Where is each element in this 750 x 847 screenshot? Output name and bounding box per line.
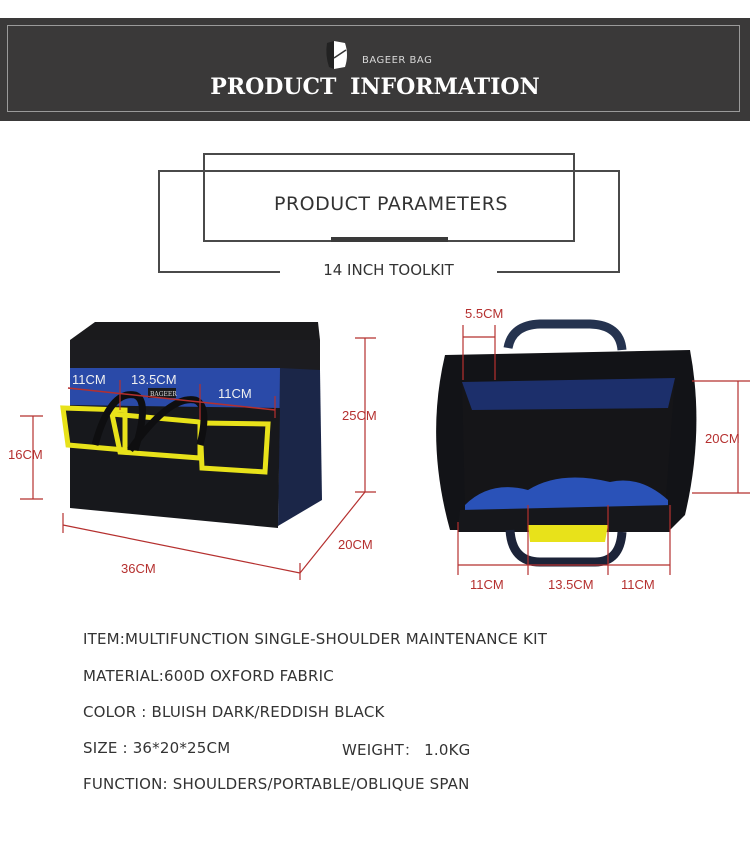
dim-top-pocket-left: 11CM: [470, 577, 504, 592]
frame-line: [618, 170, 620, 273]
spec-size: SIZE : 36*20*25CM: [83, 739, 231, 757]
dim-front-height: 25CM: [342, 408, 377, 423]
dim-front-depth: 20CM: [338, 537, 373, 552]
page-title: PRODUCT INFORMATION: [210, 74, 540, 100]
spec-item: ITEM:MULTIFUNCTION SINGLE-SHOULDER MAINTENANCE KIT: [83, 630, 548, 648]
spec-function: FUNCTION: SHOULDERS/PORTABLE/OBLIQUE SPAN: [83, 775, 470, 793]
dim-front-pocket-right: 11CM: [218, 386, 252, 401]
spec-weight: WEIGHT： 1.0KG: [342, 741, 471, 759]
dim-front-pocket-height: 16CM: [8, 447, 43, 462]
dim-top-depth: 20CM: [705, 431, 740, 446]
frame-line: [158, 271, 280, 273]
spec-material: MATERIAL:600D OXFORD FABRIC: [83, 667, 334, 685]
accent-bar: [331, 237, 448, 242]
dim-front-pocket-center: 13.5CM: [131, 372, 177, 387]
dim-top-pocket-center: 13.5CM: [548, 577, 594, 592]
bag-logo-icon: [323, 40, 351, 70]
frame-line: [158, 170, 160, 273]
brand-name: BAGEER BAG: [362, 55, 433, 66]
spec-color: COLOR : BLUISH DARK/REDDISH BLACK: [83, 703, 385, 721]
front-view-bag-image: [0, 300, 400, 600]
dim-front-length: 36CM: [121, 561, 156, 576]
header-banner: [0, 18, 750, 121]
dim-top-slot-width: 5.5CM: [465, 306, 504, 321]
dim-top-pocket-right: 11CM: [621, 577, 655, 592]
svg-text:BAGEER: BAGEER: [150, 391, 177, 398]
top-view-bag-image: [400, 300, 750, 600]
dim-front-pocket-left: 11CM: [72, 372, 106, 387]
frame-line: [497, 271, 620, 273]
section-subtitle: 14 INCH TOOLKIT: [323, 261, 454, 279]
section-title: PRODUCT PARAMETERS: [273, 193, 508, 215]
frame-line: [158, 170, 620, 172]
